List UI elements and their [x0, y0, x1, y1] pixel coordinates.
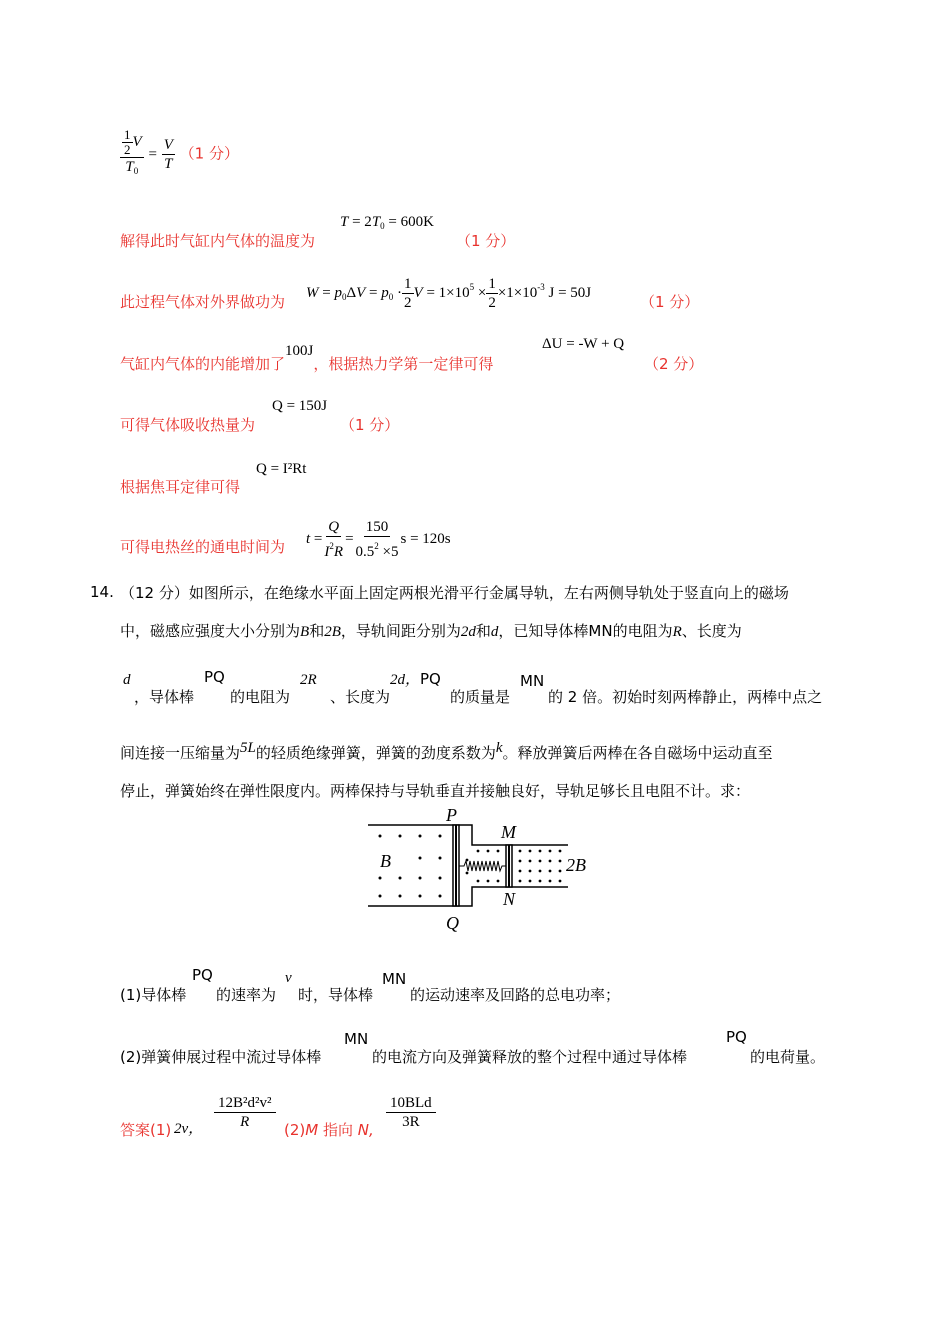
symbol-2d-PQ: 2d，PQ: [390, 670, 441, 688]
score-label: （2 分）: [644, 355, 704, 373]
equation-first-law: ΔU = -W + Q: [542, 336, 625, 352]
symbol-2R: 2R: [300, 672, 317, 688]
answer-1-speed: 2v，: [174, 1121, 204, 1137]
equation-joule: Q = I²Rt: [256, 461, 307, 477]
problem-line-3: ，导体棒: [134, 688, 195, 706]
answer-2: (2)M 指向 N,: [284, 1121, 374, 1139]
problem-line-2: 中，磁感应强度大小分别为B和2B，导轨间距分别为2d和d，已知导体棒MN的电阻为R、长度为: [120, 622, 742, 640]
equation-heat: Q = 150J: [272, 398, 328, 414]
answer-1-power: $\frac{\text{12B²d²v²}}{R}$: [214, 1094, 276, 1131]
equation-work: $W = p_0\Delta V = p_0$ · $\frac{1}{2}$ $V = 1\times 10^5$ × $\frac{1}{2}$ $\times 1\times 10^{-3}$ J = 50J: [306, 276, 592, 311]
solution-line-internal-energy: 气缸内气体的内能增加了100J，根据热力学第一定律可得: [120, 343, 494, 373]
symbol-MN: MN: [520, 672, 545, 690]
solution-line-temperature: 解得此时气缸内气体的温度为: [120, 232, 316, 250]
label-M: M: [501, 822, 516, 842]
answer-2-charge: $\frac{\text{10BLd}}{3R}$: [386, 1094, 436, 1131]
score-label: （1 分）: [340, 416, 400, 434]
question-1: (1)导体棒: [120, 986, 187, 1004]
problem-number: 14.: [90, 583, 114, 601]
rails: [368, 825, 568, 906]
spring: [459, 861, 506, 871]
symbol-d: d: [123, 672, 131, 688]
solution-line-joule: 根据焦耳定律可得: [120, 478, 241, 496]
rail-magnetic-field-figure: [360, 805, 600, 935]
problem-line-5: 停止，弹簧始终在弹性限度内。两棒保持与导轨垂直并接触良好，导轨足够长且电阻不计。求：: [120, 782, 751, 800]
label-P: P: [446, 805, 457, 825]
equation-temperature: $T = 2T_0 = 600K$: [340, 214, 434, 231]
right-field-dots: [466, 850, 562, 883]
label-2B: 2B: [566, 855, 586, 875]
label-B: B: [380, 851, 391, 871]
symbol-PQ: PQ: [204, 668, 225, 686]
label-Q: Q: [446, 913, 459, 933]
problem-line-1: （12 分）如图所示，在绝缘水平面上固定两根光滑平行金属导轨，左右两侧导轨处于竖直向上的磁场: [120, 584, 789, 602]
score-label: （1 分）: [179, 144, 239, 163]
label-N: N: [503, 889, 516, 909]
problem-line-4: 间连接一压缩量为5L的轻质绝缘弹簧，弹簧的劲度系数为k。释放弹簧后两棒在各自磁场中运动直至: [120, 740, 773, 762]
equation-time: t = $\frac{Q}{I^2R}$ = $\frac{150}{0.5^2 \times 5}$ s = 120s: [306, 519, 451, 560]
solution-line-work: 此过程气体对外界做功为: [120, 293, 286, 311]
equation-gay-lussac: $\frac{1}{2}$ V $T_0$ = $\frac{V}{T}$ （1 分）: [120, 128, 239, 180]
question-2: (2)弹簧伸展过程中流过导体棒: [120, 1048, 322, 1066]
solution-line-time: 可得电热丝的通电时间为: [120, 538, 286, 556]
score-label: （1 分）: [456, 232, 516, 250]
solution-line-heat: 可得气体吸收热量为: [120, 416, 256, 434]
score-label: （1 分）: [640, 293, 700, 311]
answer-label: 答案(1): [120, 1121, 172, 1139]
